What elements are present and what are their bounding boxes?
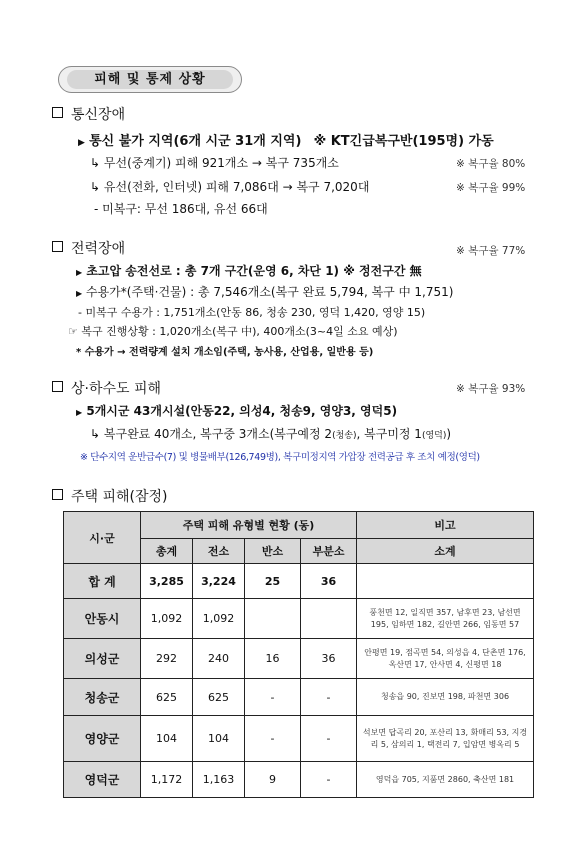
checkbox-square-icon xyxy=(52,381,63,392)
water-note: ※ 단수지역 운반급수(7) 및 병물배부(126,749병), 복구미정지역 가압장 전력공급 후 조치 예정(영덕) xyxy=(80,452,480,463)
telecom-line-1: ▶ 통신 불가 지역(6개 시군 31개 지역) ※ KT긴급복구반(195명) 가동 xyxy=(78,134,494,149)
table-cell-full: 1,163 xyxy=(193,762,245,798)
power-line-1: ▶ 초고압 송전선로 : 총 7개 구간(운영 6, 차단 1) ※ 정전구간 無 xyxy=(76,264,422,278)
telecom-rate-wired: ※ 복구율 99% xyxy=(456,182,526,194)
table-cell-note: 풍천면 12, 일직면 357, 남후면 23, 남선면 195, 임하면 182, 길안면 266, 임동면 57 xyxy=(357,599,534,639)
header-partial: 부분소 xyxy=(301,539,357,564)
page-title: 피해 및 통제 상황 xyxy=(67,70,233,89)
table-cell-half: 9 xyxy=(245,762,301,798)
table-cell-note: 청송읍 90, 진보면 198, 파천면 306 xyxy=(357,679,534,716)
triangle-bullet-icon: ▶ xyxy=(78,138,85,148)
triangle-bullet-icon: ▶ xyxy=(76,289,83,298)
water-heading: 상·하수도 피해 xyxy=(52,378,161,398)
checkbox-square-icon xyxy=(52,241,63,252)
table-row xyxy=(64,599,534,639)
table-cell-half xyxy=(245,599,301,639)
table-cell-full: 625 xyxy=(193,679,245,716)
housing-damage-table xyxy=(63,511,534,798)
telecom-line-2: ↳ 무선(중계기) 피해 921개소 → 복구 735개소 xyxy=(90,156,339,170)
power-rate: ※ 복구율 77% xyxy=(456,245,526,257)
telecom-rate-wireless: ※ 복구율 80% xyxy=(456,158,526,170)
table-cell-partial: 36 xyxy=(301,639,357,679)
table-cell-partial: - xyxy=(301,679,357,716)
corner-arrow-icon: ↳ xyxy=(90,427,101,441)
table-cell-region: 영양군 xyxy=(64,716,141,762)
triangle-bullet-icon: ▶ xyxy=(76,268,83,277)
table-cell-total: 1,092 xyxy=(141,599,193,639)
table-cell-total: 292 xyxy=(141,639,193,679)
corner-arrow-icon: ↳ xyxy=(90,156,101,170)
asterisk-icon: * xyxy=(76,347,82,358)
table-cell-region: 안동시 xyxy=(64,599,141,639)
header-half: 반소 xyxy=(245,539,301,564)
table-row xyxy=(64,639,534,679)
water-rate: ※ 복구율 93% xyxy=(456,383,526,395)
power-heading: 전력장애 xyxy=(52,238,125,258)
table-cell-note: 영덕읍 705, 지품면 2860, 축산면 181 xyxy=(357,762,534,798)
water-line-2: ↳ 복구완료 40개소, 복구중 3개소(복구예정 2(청송), 복구미정 1(영덕)) xyxy=(90,427,452,441)
power-line-4: ☞ 복구 진행상황 : 1,020개소(복구 中), 400개소(3~4일 소요 예상) xyxy=(68,325,398,338)
table-cell-partial: 36 xyxy=(301,564,357,599)
checkbox-square-icon xyxy=(52,107,63,118)
table-cell-half: - xyxy=(245,679,301,716)
table-cell-total: 1,172 xyxy=(141,762,193,798)
table-cell-partial xyxy=(301,599,357,639)
header-region: 시·군 xyxy=(64,512,141,564)
table-cell-half: 25 xyxy=(245,564,301,599)
table-row xyxy=(64,762,534,798)
table-cell-note: 석보면 답곡리 20, 포산리 13, 화매리 53, 지경리 5, 삼의리 1, 택전리 7, 입암면 병옥리 5 xyxy=(357,716,534,762)
table-cell-region: 청송군 xyxy=(64,679,141,716)
header-subtotal: 소계 xyxy=(357,539,534,564)
triangle-bullet-icon: ▶ xyxy=(76,408,83,417)
table-cell-full: 104 xyxy=(193,716,245,762)
table-cell-region: 합 계 xyxy=(64,564,141,599)
table-cell-full: 1,092 xyxy=(193,599,245,639)
table-cell-partial: - xyxy=(301,762,357,798)
header-damage-group: 주택 피해 유형별 현황 (동) xyxy=(141,512,357,539)
table-cell-total: 104 xyxy=(141,716,193,762)
table-cell-region: 의성군 xyxy=(64,639,141,679)
table-row xyxy=(64,564,534,599)
table-cell-total: 3,285 xyxy=(141,564,193,599)
water-line-1: ▶ 5개시군 43개시설(안동22, 의성4, 청송9, 영양3, 영덕5) xyxy=(76,404,398,418)
table-cell-half: - xyxy=(245,716,301,762)
corner-arrow-icon: ↳ xyxy=(90,180,101,194)
housing-heading: 주택 피해(잠정) xyxy=(52,486,168,506)
pointing-hand-icon: ☞ xyxy=(68,325,78,338)
table-cell-total: 625 xyxy=(141,679,193,716)
section-title-pill xyxy=(58,66,242,93)
table-cell-note: 안평면 19, 점곡면 54, 의성읍 4, 단촌면 176, 옥산면 17, 안사면 4, 신평면 18 xyxy=(357,639,534,679)
header-note: 비고 xyxy=(357,512,534,539)
table-row xyxy=(64,716,534,762)
telecom-heading: 통신장애 xyxy=(52,104,125,124)
power-line-3: - 미복구 수용가 : 1,751개소(안동 86, 청송 230, 영덕 1,420, 영양 15) xyxy=(78,306,426,319)
telecom-line-3: ↳ 유선(전화, 인터넷) 피해 7,086대 → 복구 7,020대 xyxy=(90,180,370,194)
table-cell-half: 16 xyxy=(245,639,301,679)
power-line-2: ▶ 수용가*(주택·건물) : 총 7,546개소(복구 완료 5,794, 복구 中 1,751) xyxy=(76,285,454,299)
checkbox-square-icon xyxy=(52,489,63,500)
telecom-line-4: - 미복구: 무선 186대, 유선 66대 xyxy=(94,202,268,216)
table-cell-full: 240 xyxy=(193,639,245,679)
table-cell-note xyxy=(357,564,534,599)
table-row xyxy=(64,679,534,716)
header-total: 총계 xyxy=(141,539,193,564)
power-footnote: * 수용가 → 전력량계 설치 개소임(주택, 농사용, 산업용, 일반용 등) xyxy=(76,347,374,358)
table-cell-region: 영덕군 xyxy=(64,762,141,798)
table-cell-partial: - xyxy=(301,716,357,762)
table-cell-full: 3,224 xyxy=(193,564,245,599)
header-full: 전소 xyxy=(193,539,245,564)
